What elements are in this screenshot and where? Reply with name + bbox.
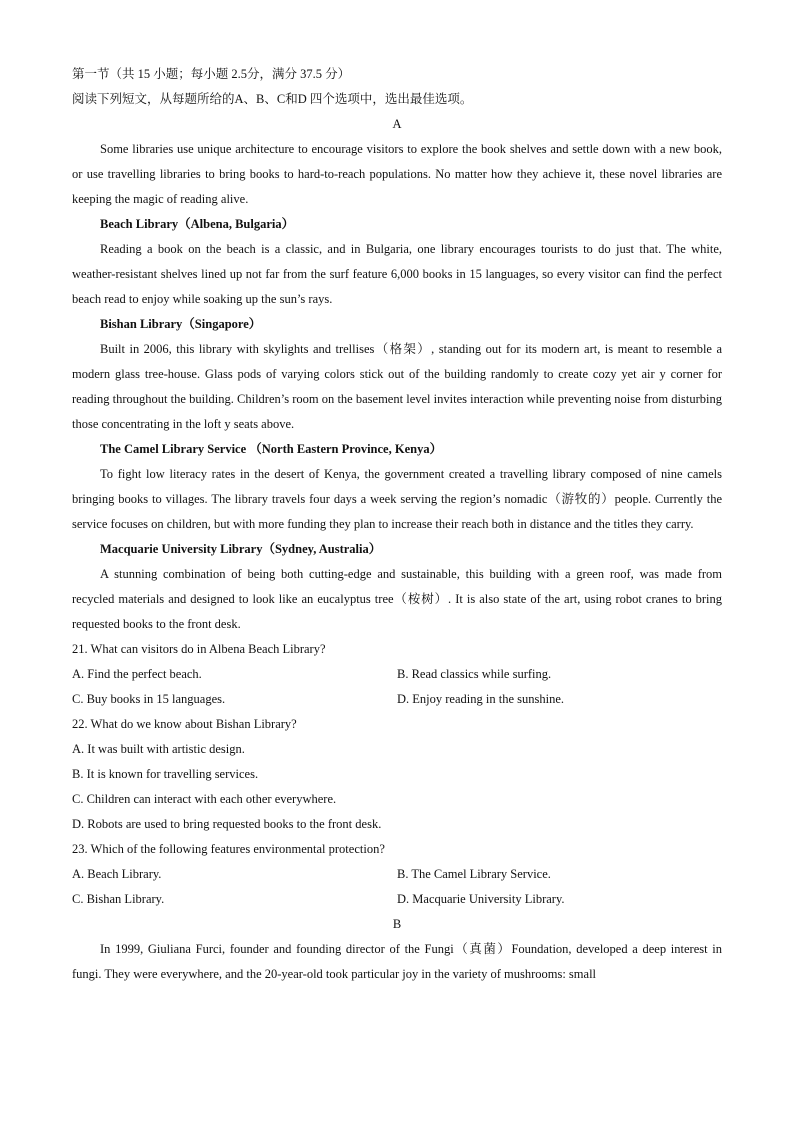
- exam-page: [72, 62, 722, 987]
- question-23-option-a[interactable]: A. Beach Library.: [72, 867, 162, 881]
- question-22-option-d[interactable]: D. Robots are used to bring requested books to the front desk.: [72, 817, 382, 831]
- question-22-option-b[interactable]: B. It is known for travelling services.: [72, 767, 259, 781]
- camel-library-heading: The Camel Library Service （North Eastern Province, Kenya）: [100, 442, 443, 456]
- question-21-options-row-2: [72, 687, 722, 712]
- question-22-option-c[interactable]: C. Children can interact with each other everywhere.: [72, 792, 337, 806]
- question-23-option-b[interactable]: B. The Camel Library Service.: [397, 867, 551, 881]
- question-23-options-row-1: [72, 862, 722, 887]
- bishan-library-heading: Bishan Library（Singapore）: [100, 317, 262, 331]
- beach-library-text: Reading a book on the beach is a classic, and in Bulgaria, one library encourages tourists to do just that. The white, weather-resistant shelves lined up not far from the surf feature 6,000 books in 15 languages, so every visitor can find the perfect beach read to enjoy while soaking up the sun’s rays.: [72, 242, 722, 306]
- question-21-options-row-1: [72, 662, 722, 687]
- passage-a-label: A: [392, 117, 402, 131]
- instruction-text: 阅读下列短文，从每题所给的A、B、C和D 四个选项中，选出最佳选项。: [72, 92, 473, 106]
- question-21-option-a[interactable]: A. Find the perfect beach.: [72, 667, 202, 681]
- passage-b-text: In 1999, Giuliana Furci, founder and founding director of the Fungi（真菌）Foundation, developed a deep interest in fungi. They were everywhere, and the 20-year-old took particular joy in the variety of mushrooms: small: [72, 942, 722, 981]
- question-21-option-c[interactable]: C. Buy books in 15 languages.: [72, 692, 226, 706]
- passage-a-intro: Some libraries use unique architecture to encourage visitors to explore the book shelves and settle down with a new book, or use travelling libraries to bring books to hard-to-reach populations. No matter how they achieve it, these novel libraries are keeping the magic of reading alive.: [72, 142, 722, 206]
- question-21-option-d[interactable]: D. Enjoy reading in the sunshine.: [397, 692, 564, 706]
- macquarie-library-text: A stunning combination of being both cutting-edge and sustainable, this building with a green roof, was made from recycled materials and designed to look like an eucalyptus tree（桉树）. It is also state of the art, using robot cranes to bring requested books to the front desk.: [72, 567, 722, 631]
- macquarie-library-heading: Macquarie University Library（Sydney, Australia）: [100, 542, 382, 556]
- question-21-option-b[interactable]: B. Read classics while surfing.: [397, 667, 552, 681]
- question-21-stem: 21. What can visitors do in Albena Beach Library?: [72, 642, 326, 656]
- bishan-library-text: Built in 2006, this library with skylights and trellises（格架）, standing out for its modern art, is meant to resemble a modern glass tree-house. Glass pods of varying colors stick out of the building randomly to create cozy yet air y corner for reading throughout the building. Children’s room on the basement level invites interaction while preventing noise from disturbing those concentrating in the loft y seats above.: [72, 342, 722, 431]
- section-header: 第一节（共 15 小题；每小题 2.5分，满分 37.5 分）: [72, 67, 351, 81]
- question-23-option-d[interactable]: D. Macquarie University Library.: [397, 892, 565, 906]
- question-23-options-row-2: [72, 887, 722, 912]
- question-22-stem: 22. What do we know about Bishan Library?: [72, 717, 297, 731]
- question-23-stem: 23. Which of the following features environmental protection?: [72, 842, 385, 856]
- passage-b-label: B: [392, 917, 402, 931]
- question-23-option-c[interactable]: C. Bishan Library.: [72, 892, 165, 906]
- camel-library-text: To fight low literacy rates in the desert of Kenya, the government created a travelling library composed of nine camels bringing books to villages. The library travels four days a week serving the region’s nomadic（游牧的）people. Currently the service focuses on children, but with more funding they plan to increase their reach both in distance and the titles they carry.: [72, 467, 722, 531]
- beach-library-heading: Beach Library（Albena, Bulgaria）: [100, 217, 295, 231]
- question-22-option-a[interactable]: A. It was built with artistic design.: [72, 742, 245, 756]
